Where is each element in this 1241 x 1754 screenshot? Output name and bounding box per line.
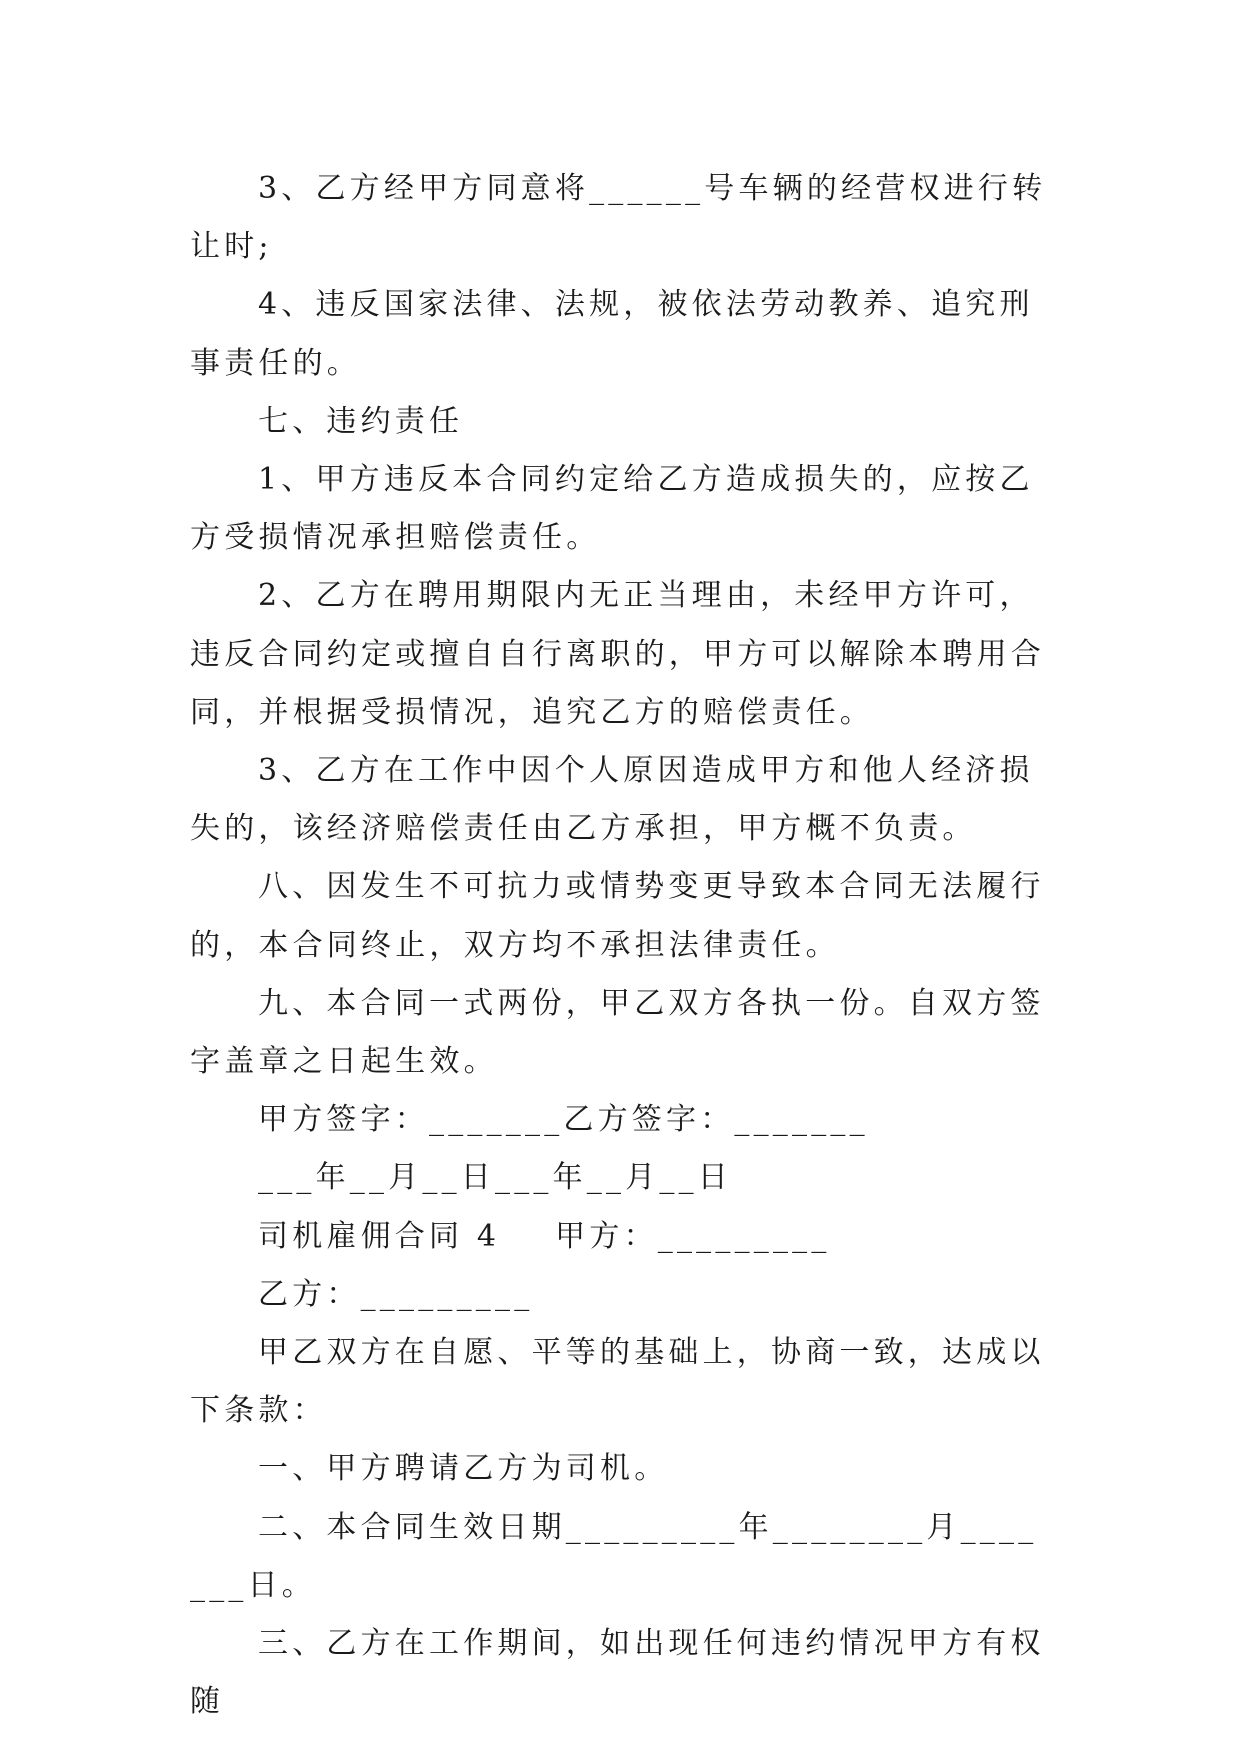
- contract-4-title-party-a: 司机雇佣合同 4 甲方：_________: [258, 1218, 831, 1254]
- date-line: ___年__月__日___年__月__日: [258, 1160, 732, 1196]
- breach-clause-3: 3、乙方在工作中因个人原因造成甲方和他人经济损失的，该经济赔偿责任由乙方承担，甲方概不负责。: [190, 753, 1034, 847]
- section-heading-breach: 七、违约责任: [258, 403, 464, 439]
- signature-line: 甲方签字：_______乙方签字：_______: [258, 1102, 869, 1138]
- clause-4-violation: 4、违反国家法律、法规，被依法劳动教养、追究刑事责任的。: [190, 287, 1034, 381]
- section-copies: 九、本合同一式两份，甲乙双方各执一份。自双方签字盖章之日起生效。: [190, 985, 1045, 1080]
- clause-3-transfer: 3、乙方经甲方同意将______号车辆的经营权进行转让时;: [190, 171, 1047, 265]
- section-force-majeure: 八、因发生不可抗力或情势变更导致本合同无法履行的，本合同终止，双方均不承担法律责任。: [190, 869, 1045, 963]
- document-body: [190, 160, 1052, 1731]
- party-b-line: 乙方：_________: [258, 1276, 534, 1312]
- breach-clause-2: 2、乙方在聘用期限内无正当理由，未经甲方许可，违反合同约定或擅自自行离职的，甲方可以解除本聘用合同，并根据受损情况，追究乙方的赔偿责任。: [190, 578, 1045, 730]
- preamble: 甲乙双方在自愿、平等的基础上，协商一致，达成以下条款：: [190, 1335, 1045, 1429]
- article-1: 一、甲方聘请乙方为司机。: [258, 1451, 669, 1487]
- article-3: 三、乙方在工作期间，如出现任何违约情况甲方有权随: [190, 1626, 1045, 1720]
- article-2: 二、本合同生效日期_________年________月_______日。: [190, 1509, 1038, 1603]
- breach-clause-1: 1、甲方违反本合同约定给乙方造成损失的，应按乙方受损情况承担赔偿责任。: [190, 462, 1034, 556]
